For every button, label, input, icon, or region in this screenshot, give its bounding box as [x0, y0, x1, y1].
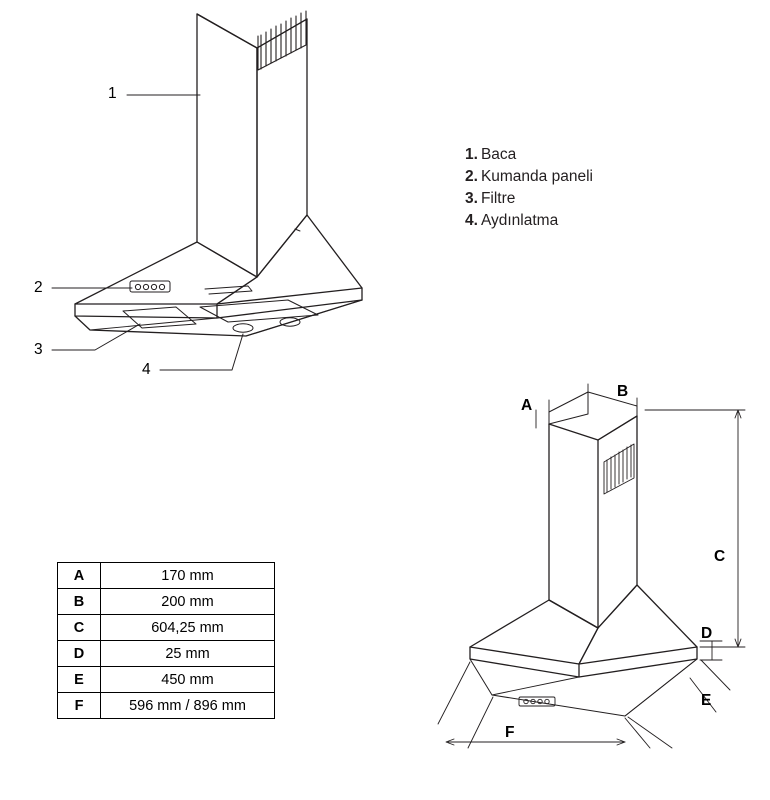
- dim-value: 170 mm: [101, 563, 275, 589]
- legend-label: Aydınlatma: [480, 212, 559, 229]
- table-row: [58, 693, 275, 719]
- legend-item-4: [465, 210, 593, 232]
- dim-label-d: D: [701, 625, 713, 642]
- dim-key: E: [58, 667, 101, 693]
- legend-number: 3.: [465, 190, 478, 207]
- dim-key: C: [58, 615, 101, 641]
- legend-label: Kumanda paneli: [480, 168, 593, 185]
- dim-label-c: C: [714, 548, 726, 565]
- callout-1: 1: [108, 85, 117, 102]
- table-row: [58, 563, 275, 589]
- callout-3: 3: [34, 341, 43, 358]
- perspective-view: [52, 11, 362, 370]
- table-row: [58, 589, 275, 615]
- table-row: [58, 615, 275, 641]
- legend-item-2: [465, 166, 593, 188]
- dim-value: 25 mm: [101, 641, 275, 667]
- table-row: [58, 667, 275, 693]
- leader-line-4: [160, 334, 243, 370]
- dim-label-e: E: [701, 692, 712, 709]
- parts-legend: [465, 144, 593, 232]
- dim-key: F: [58, 693, 101, 719]
- legend-number: 4.: [465, 212, 478, 229]
- legend-item-1: [465, 144, 593, 166]
- legend-item-3: [465, 188, 593, 210]
- dim-label-f: F: [505, 724, 515, 741]
- dim-value: 200 mm: [101, 589, 275, 615]
- dim-value: 596 mm / 896 mm: [101, 693, 275, 719]
- legend-label: Filtre: [480, 190, 516, 207]
- dim-value: 604,25 mm: [101, 615, 275, 641]
- dimensioned-view: [438, 384, 745, 748]
- dim-key: B: [58, 589, 101, 615]
- dim-label-a: A: [521, 397, 533, 414]
- callout-4: 4: [142, 361, 151, 378]
- dim-value: 450 mm: [101, 667, 275, 693]
- legend-number: 2.: [465, 168, 478, 185]
- table-row: [58, 641, 275, 667]
- callout-2: 2: [34, 279, 43, 296]
- dim-key: D: [58, 641, 101, 667]
- legend-label: Baca: [480, 146, 517, 163]
- leader-line-3: [52, 324, 140, 350]
- dim-label-b: B: [617, 383, 629, 400]
- dimension-table: [57, 562, 275, 719]
- dim-key: A: [58, 563, 101, 589]
- legend-number: 1.: [465, 146, 478, 163]
